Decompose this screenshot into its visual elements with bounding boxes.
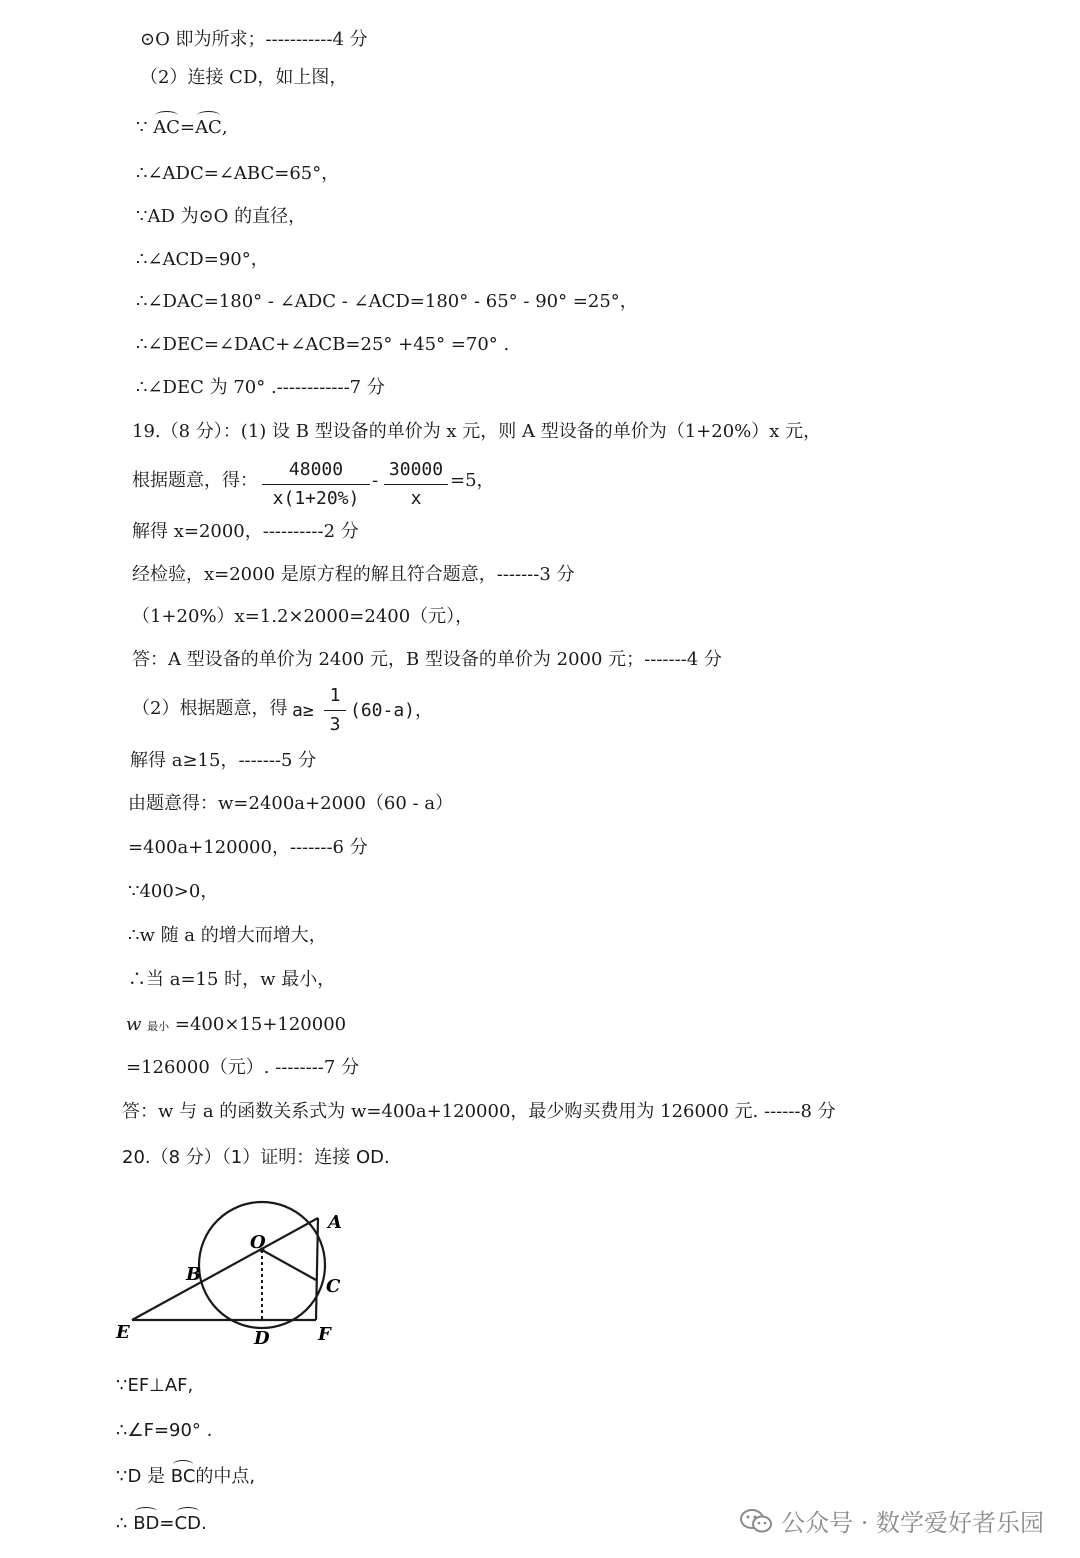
text-line: 经检验，x=2000 是原方程的解且符合题意，-------3 分 [132,564,575,585]
equals-sign: = [159,1513,175,1534]
denominator: x [410,488,422,509]
fraction-bar [262,484,370,485]
text-line: ∵400>0， [128,881,219,902]
text-line: ∴∠DEC 为 70° .------------7 分 [136,377,385,398]
watermark-text: 公众号 · 数学爱好者乐园 [781,1509,1044,1537]
therefore-symbol: ∴ [116,1513,128,1534]
arc-bd: BD [133,1513,160,1534]
text-line: ⊙O 即为所求；-----------4 分 [140,29,368,50]
fraction-bar [384,484,448,485]
variable-w: w [126,1014,142,1035]
text-line: 解得 a≥15，-------5 分 [130,750,317,771]
text-line: （2）连接 CD，如上图， [140,67,348,88]
text-line: ∴∠ACD=90°， [136,249,269,270]
problem-19-header: 19.（8 分）：(1) 设 B 型设备的单价为 x 元，则 A 型设备的单价为（1+20%）x 元， [132,421,822,442]
fraction [262,458,370,511]
fraction [384,458,448,511]
text-line: ∴w 随 a 的增大而增大， [128,925,327,946]
denominator: 3 [329,714,341,735]
text-line: ∵EF⊥AF, [116,1375,194,1396]
text-line: ∴∠F=90° . [116,1420,213,1441]
watermark [739,1503,1044,1538]
label-b: B [186,1264,202,1285]
comma: , [221,117,228,138]
arc-equality-line [136,116,228,140]
equals-sign: = [179,117,196,138]
denominator: x(1+20%) [272,488,360,509]
text-line: =5， [450,470,495,491]
arc-ac: AC [153,117,180,138]
label-c: C [326,1276,341,1297]
text-fragment: 的中点, [195,1466,256,1487]
numerator: 48000 [288,459,344,480]
minus-sign: - [372,470,379,491]
geometry-diagram [110,1180,370,1355]
fraction-bar [324,710,346,711]
text-line: 答：w 与 a 的函数关系式为 w=400a+120000，最少购买费用为 126000 元. ------8 分 [122,1101,836,1122]
arc-cd: CD [174,1513,201,1534]
subscript-min: 最小 [147,1020,170,1033]
arc-ac: AC [195,117,222,138]
text-line: 答：A 型设备的单价为 2400 元，B 型设备的单价为 2000 元；-------4 分 [132,649,722,670]
line-oc [262,1250,316,1280]
midpoint-line [116,1465,255,1489]
arc-equality-line [116,1512,207,1536]
text-line: ∵AD 为⊙O 的直径， [136,206,307,227]
text-line: ∴∠DEC=∠DAC+∠ACB=25° +45° =70° . [136,334,510,355]
label-f: F [318,1324,331,1345]
text-line: ∴∠ADC=∠ABC=65°， [136,163,340,184]
because-symbol: ∵ [136,117,148,138]
numerator: 30000 [388,459,444,480]
text-line: 由题意得：w=2400a+2000（60 - a） [128,793,454,814]
inequality-rhs: (60-a)， [350,700,434,721]
label-d: D [254,1328,270,1349]
text-line: 根据题意，得： [132,470,258,491]
text-line: ∴∠DAC=180° - ∠ADC - ∠ACD=180° - 65° - 90° =25°， [136,291,638,312]
label-o: O [250,1232,266,1253]
text-line: （1+20%）x=1.2×2000=2400（元）， [132,606,474,627]
label-e: E [116,1322,130,1343]
text-line: （2）根据题意，得 [132,698,288,719]
text-line: =400a+120000，-------6 分 [128,837,368,858]
line-ea [132,1218,318,1320]
w-min-line [126,1013,346,1039]
problem-20-header: 20.（8 分）（1）证明：连接 OD. [122,1147,390,1168]
inequality-lhs: a≥ [292,700,314,721]
text-line: =126000（元）. --------7 分 [126,1057,360,1078]
text-line: 解得 x=2000，----------2 分 [132,521,359,542]
text-fragment: ∵D 是 [116,1466,166,1487]
text-line: ∴当 a=15 时，w 最小， [128,969,336,990]
arc-bc: BC [170,1466,196,1487]
expression: =400×15+120000 [174,1014,347,1035]
period: . [200,1513,207,1534]
label-a: A [328,1212,342,1233]
wechat-icon [739,1508,773,1534]
numerator: 1 [329,685,341,706]
fraction [324,684,346,737]
